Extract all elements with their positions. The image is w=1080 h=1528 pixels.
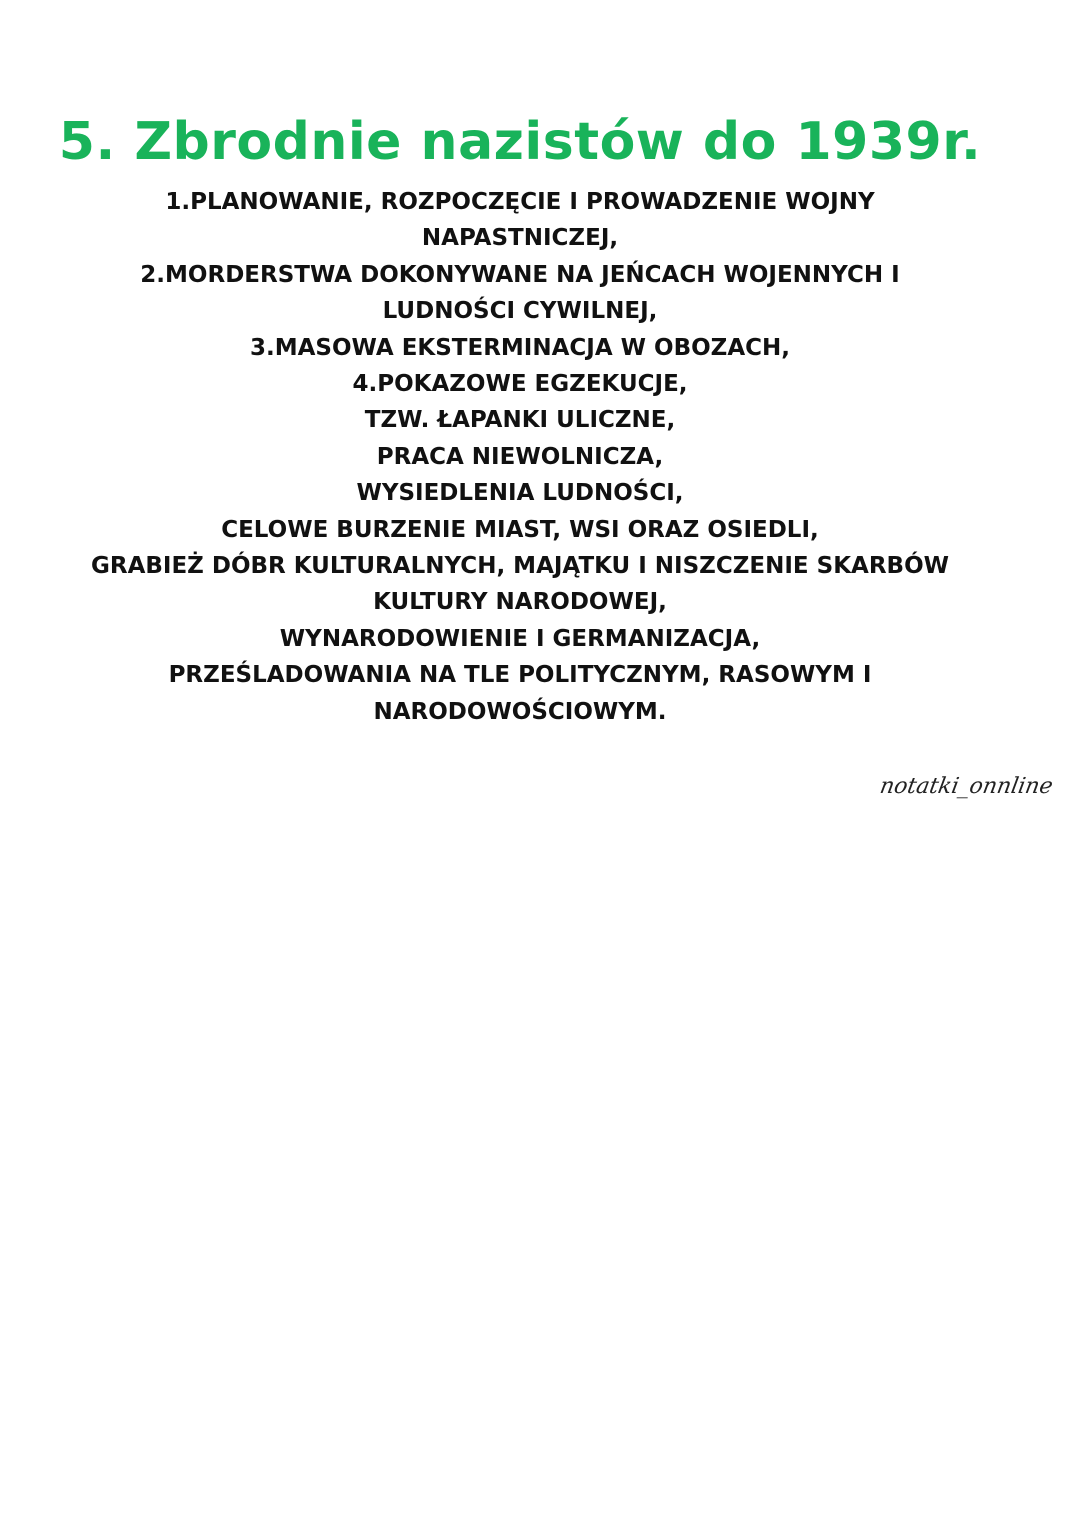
list-line: LUDNOŚCI CYWILNEJ, xyxy=(382,298,658,325)
list-line: WYNARODOWIENIE I GERMANIZACJA, xyxy=(279,625,761,652)
list-line: NAPASTNICZEJ, xyxy=(421,225,619,252)
list-line: PRACA NIEWOLNICZA, xyxy=(376,443,664,470)
list-line: 3.MASOWA EKSTERMINACJA W OBOZACH, xyxy=(250,334,790,361)
list-line: TZW. ŁAPANKI ULICZNE, xyxy=(364,407,676,434)
author-signature: notatki_onnline xyxy=(877,774,1055,799)
list-line: 1.PLANOWANIE, ROZPOCZĘCIE I PROWADZENIE WOJNY xyxy=(165,189,875,215)
list-line: CELOWE BURZENIE MIAST, WSI ORAZ OSIEDLI, xyxy=(221,516,819,543)
list-line: GRABIEŻ DÓBR KULTURALNYCH, MAJĄTKU I NISZCZENIE SKARBÓW xyxy=(90,553,949,580)
page-title: 5. Zbrodnie nazistów do 1939r. xyxy=(58,112,982,172)
crimes-list xyxy=(0,184,1040,730)
list-line: 4.POKAZOWE EGZEKUCJE, xyxy=(352,371,688,398)
list-line: 2.MORDERSTWA DOKONYWANE NA JEŃCACH WOJENNYCH I xyxy=(140,261,900,288)
list-line: KULTURY NARODOWEJ, xyxy=(373,589,667,616)
list-line: WYSIEDLENIA LUDNOŚCI, xyxy=(356,480,684,507)
list-line: NARODOWOŚCIOWYM. xyxy=(373,698,667,725)
list-line: PRZEŚLADOWANIA NA TLE POLITYCZNYM, RASOWYM I xyxy=(168,662,872,689)
